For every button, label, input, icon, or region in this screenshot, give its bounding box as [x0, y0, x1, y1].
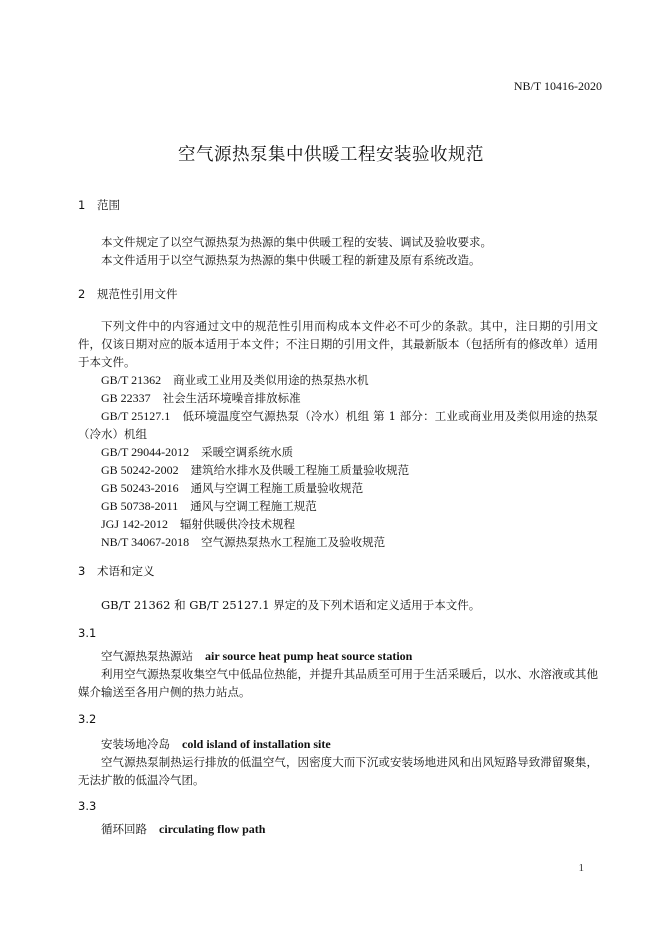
- reference-item: [78, 371, 598, 389]
- reference-title: 辐射供暖供冷技术规程: [180, 517, 296, 531]
- reference-item: [78, 497, 598, 515]
- term-title-zh: 循环回路: [101, 822, 147, 836]
- reference-code: GB/T 25127.1: [101, 409, 171, 423]
- reference-title: 空气源热泵热水工程施工及验收规范: [201, 535, 386, 549]
- reference-title: 采暖空调系统水质: [201, 445, 294, 459]
- section-3-title: 术语和定义: [97, 564, 155, 578]
- section-2-number: 2: [78, 287, 86, 301]
- reference-code: GB/T 21362: [101, 373, 162, 387]
- term-title-en: air source heat pump heat source station: [205, 649, 413, 663]
- term-3-3: [78, 820, 598, 838]
- section-1-paragraph: 本文件适用于以空气源热泵为热源的集中供暖工程的新建及原有系统改造。: [101, 253, 481, 267]
- section-2-body: [78, 317, 598, 551]
- reference-code: GB 50738-2011: [101, 499, 179, 513]
- section-2-title: 规范性引用文件: [97, 287, 178, 301]
- reference-code: JGJ 142-2012: [101, 517, 169, 531]
- reference-code: GB 22337: [101, 391, 151, 405]
- reference-title: 通风与空调工程施工规范: [190, 499, 317, 513]
- reference-code: GB 50243-2016: [101, 481, 179, 495]
- reference-item: [78, 461, 598, 479]
- reference-item: [78, 443, 598, 461]
- term-3-2: [78, 735, 598, 789]
- term-definition: 空气源热泵制热运行排放的低温空气，因密度大而下沉或安装场地进风和出风短路导致滞留聚集，无法扩散的低温冷气团。: [78, 755, 598, 787]
- section-3-heading: [78, 563, 155, 579]
- page-number: 1: [578, 862, 584, 874]
- term-title-en: cold island of installation site: [182, 737, 331, 751]
- term-title-zh: 空气源热泵热源站: [101, 649, 193, 663]
- reference-code: GB 50242-2002: [101, 463, 179, 477]
- reference-item: [78, 533, 598, 551]
- term-definition: 利用空气源热泵收集空气中低品位热能，并提升其品质至可用于生活采暖后，以水、水溶液或其他媒介输送至各用户侧的热力站点。: [78, 667, 598, 699]
- section-3-intro: GB/T 21362 和 GB/T 25127.1 界定的及下列术语和定义适用于本文件。: [101, 598, 481, 612]
- reference-item: [78, 479, 598, 497]
- section-1-body: [78, 233, 598, 269]
- term-3-3-number: 3.3: [78, 799, 97, 813]
- section-1-heading: [78, 197, 120, 213]
- section-3-number: 3: [78, 564, 86, 578]
- reference-title: 建筑给水排水及供暖工程施工质量验收规范: [190, 463, 410, 477]
- section-1-paragraph: 本文件规定了以空气源热泵为热源的集中供暖工程的安装、调试及验收要求。: [101, 235, 492, 249]
- term-title: [78, 735, 598, 753]
- reference-title: 社会生活环境噪音排放标准: [162, 391, 301, 405]
- term-title: [78, 820, 598, 838]
- term-3-1-number: 3.1: [78, 626, 97, 640]
- term-3-1: [78, 647, 598, 701]
- section-3-intro-block: [78, 596, 598, 614]
- reference-item: [78, 389, 598, 407]
- section-1-title: 范围: [97, 198, 120, 212]
- section-1-number: 1: [78, 198, 86, 212]
- reference-code: GB/T 29044-2012: [101, 445, 190, 459]
- section-2-heading: [78, 286, 178, 302]
- reference-item: [78, 515, 598, 533]
- reference-title: 低环境温度空气源热泵（冷水）机组 第 1 部分：工业或商业用及类似用途的热泵（冷水）机组: [78, 409, 598, 441]
- term-title-zh: 安装场地冷岛: [101, 737, 170, 751]
- standard-number: NB/T 10416-2020: [513, 79, 602, 93]
- reference-item: [78, 407, 598, 443]
- term-3-2-number: 3.2: [78, 712, 97, 726]
- reference-title: 商业或工业用及类似用途的热泵热水机: [173, 373, 369, 387]
- reference-title: 通风与空调工程施工质量验收规范: [190, 481, 364, 495]
- term-title: [78, 647, 598, 665]
- reference-code: NB/T 34067-2018: [101, 535, 190, 549]
- term-title-en: circulating flow path: [159, 822, 266, 836]
- section-2-intro: 下列文件中的内容通过文中的规范性引用而构成本文件必不可少的条款。其中，注日期的引用文件，仅该日期对应的版本适用于本文件；不注日期的引用文件，其最新版本（包括所有的修改单）适用于本文件。: [78, 319, 598, 369]
- document-title: 空气源热泵集中供暖工程安装验收规范: [178, 145, 484, 165]
